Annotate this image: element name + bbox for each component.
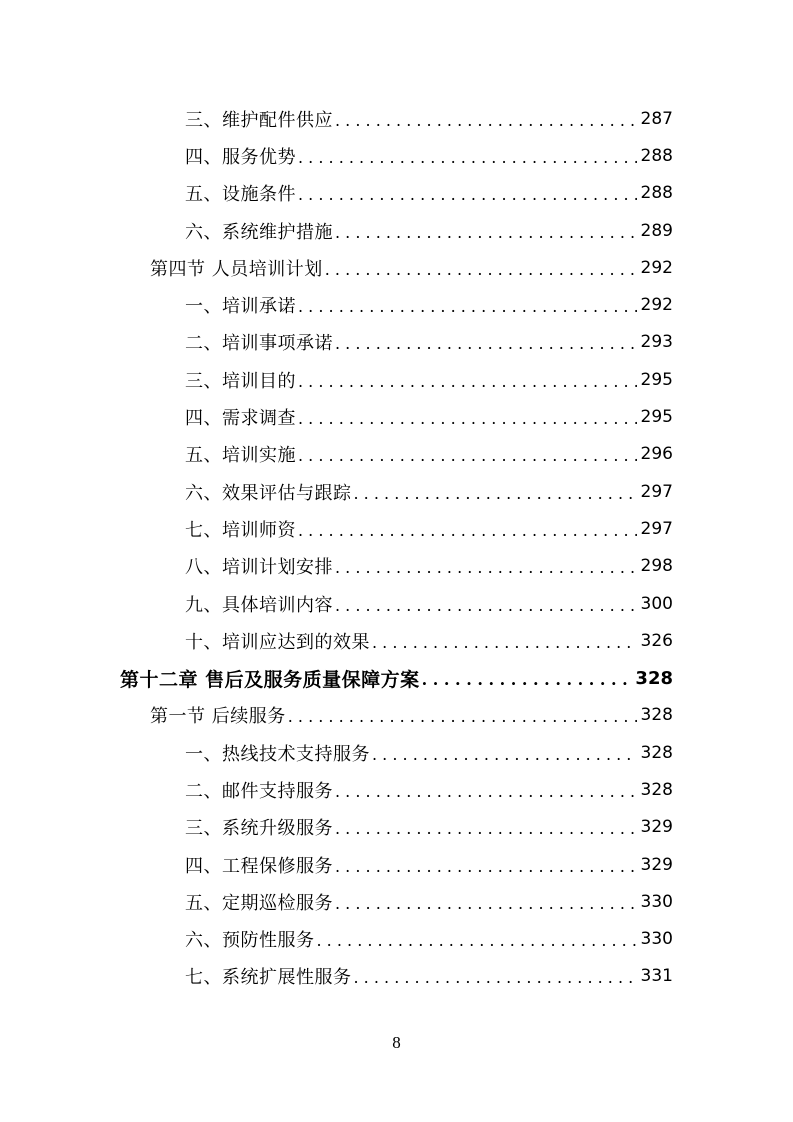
toc-entry-page: 330 — [640, 891, 673, 912]
dot-leader — [335, 892, 637, 912]
toc-entry-title: 六、预防性服务 — [185, 930, 315, 952]
toc-entry-title: 二、邮件支持服务 — [185, 780, 333, 802]
toc-entry-title: 五、培训实施 — [185, 445, 296, 467]
toc-entry-item[interactable] — [0, 622, 793, 659]
toc-entry-page: 330 — [640, 929, 673, 950]
toc-entry-title: 三、维护配件供应 — [185, 109, 333, 131]
dot-leader — [335, 556, 637, 576]
toc-entry-title: 四、服务优势 — [185, 146, 296, 168]
toc-entry-title: 九、具体培训内容 — [185, 594, 333, 616]
dot-leader — [335, 109, 637, 129]
dot-leader — [298, 519, 637, 539]
toc-entry-page: 329 — [640, 817, 673, 838]
dot-leader — [298, 295, 637, 315]
toc-entry-item[interactable] — [0, 137, 793, 174]
toc-entry-item[interactable] — [0, 473, 793, 510]
toc-entry-page: 331 — [640, 966, 673, 987]
toc-entry-page: 326 — [640, 630, 673, 651]
toc-entry-page: 329 — [640, 854, 673, 875]
toc-entry-page: 295 — [640, 407, 673, 428]
dot-leader — [372, 743, 637, 763]
toc-entry-page: 287 — [640, 108, 673, 129]
toc-entry-page: 292 — [640, 295, 673, 316]
dot-leader — [298, 407, 637, 427]
toc-entry-page: 289 — [640, 220, 673, 241]
toc-entry-item[interactable] — [0, 212, 793, 249]
toc-entry-title: 三、系统升级服务 — [185, 818, 333, 840]
toc-entry-item[interactable] — [0, 510, 793, 547]
dot-leader — [298, 370, 637, 390]
toc-entry-section[interactable] — [0, 697, 793, 734]
toc-entry-page: 297 — [640, 481, 673, 502]
dot-leader — [354, 966, 637, 986]
toc-entry-title: 第一节 后续服务 — [150, 706, 286, 728]
toc-entry-page: 297 — [640, 518, 673, 539]
dot-leader — [335, 594, 637, 614]
toc-entry-item[interactable] — [0, 809, 793, 846]
toc-entry-page: 288 — [640, 183, 673, 204]
dot-leader — [335, 780, 637, 800]
toc-entry-page: 288 — [640, 145, 673, 166]
dot-leader — [335, 332, 637, 352]
dot-leader — [422, 668, 632, 688]
toc-entry-item[interactable] — [0, 100, 793, 137]
dot-leader — [298, 444, 637, 464]
toc-entry-item[interactable] — [0, 398, 793, 435]
toc-entry-item[interactable] — [0, 883, 793, 920]
toc-entry-title: 一、热线技术支持服务 — [185, 743, 370, 765]
toc-entry-title: 四、工程保修服务 — [185, 855, 333, 877]
toc-entry-page: 328 — [640, 742, 673, 763]
toc-entry-item[interactable] — [0, 771, 793, 808]
toc-entry-chapter[interactable] — [0, 659, 793, 696]
toc-entry-title: 七、系统扩展性服务 — [185, 967, 352, 989]
toc-entry-title: 第四节 人员培训计划 — [150, 258, 323, 280]
toc-entry-title: 二、培训事项承诺 — [185, 333, 333, 355]
toc-entry-title: 五、定期巡检服务 — [185, 892, 333, 914]
toc-entry-page: 328 — [640, 779, 673, 800]
toc-entry-title: 六、效果评估与跟踪 — [185, 482, 352, 504]
toc-entry-item[interactable] — [0, 921, 793, 958]
dot-leader — [335, 817, 637, 837]
dot-leader — [354, 482, 637, 502]
toc-entry-page: 296 — [640, 444, 673, 465]
toc-entry-title: 四、需求调查 — [185, 408, 296, 430]
toc-entry-title: 六、系统维护措施 — [185, 221, 333, 243]
toc-entry-item[interactable] — [0, 436, 793, 473]
dot-leader — [325, 258, 637, 278]
dot-leader — [288, 705, 637, 725]
toc-entry-page: 293 — [640, 332, 673, 353]
toc-entry-item[interactable] — [0, 585, 793, 622]
toc-entry-item[interactable] — [0, 958, 793, 995]
page-number: 8 — [392, 1033, 401, 1052]
toc-entry-title: 七、培训师资 — [185, 519, 296, 541]
toc-entry-item[interactable] — [0, 175, 793, 212]
toc-entry-item[interactable] — [0, 324, 793, 361]
toc-entry-title: 一、培训承诺 — [185, 296, 296, 318]
dot-leader — [335, 221, 637, 241]
toc-entry-section[interactable] — [0, 249, 793, 286]
dot-leader — [372, 631, 637, 651]
toc-entry-item[interactable] — [0, 286, 793, 323]
toc-entry-title: 第十二章 售后及服务质量保障方案 — [120, 668, 420, 691]
dot-leader — [335, 855, 637, 875]
dot-leader — [298, 146, 637, 166]
toc-entry-page: 328 — [635, 667, 673, 689]
dot-leader — [298, 183, 637, 203]
toc-entry-item[interactable] — [0, 548, 793, 585]
toc-entry-page: 328 — [640, 705, 673, 726]
toc-entry-item[interactable] — [0, 846, 793, 883]
toc-entry-page: 295 — [640, 369, 673, 390]
toc-entry-title: 五、设施条件 — [185, 184, 296, 206]
toc-entry-item[interactable] — [0, 734, 793, 771]
toc-entry-page: 300 — [640, 593, 673, 614]
toc-entry-item[interactable] — [0, 361, 793, 398]
toc-entry-page: 292 — [640, 257, 673, 278]
toc-entry-title: 十、培训应达到的效果 — [185, 631, 370, 653]
toc-entry-title: 八、培训计划安排 — [185, 557, 333, 579]
dot-leader — [317, 929, 637, 949]
toc-entry-title: 三、培训目的 — [185, 370, 296, 392]
table-of-contents — [0, 100, 793, 995]
toc-entry-page: 298 — [640, 556, 673, 577]
